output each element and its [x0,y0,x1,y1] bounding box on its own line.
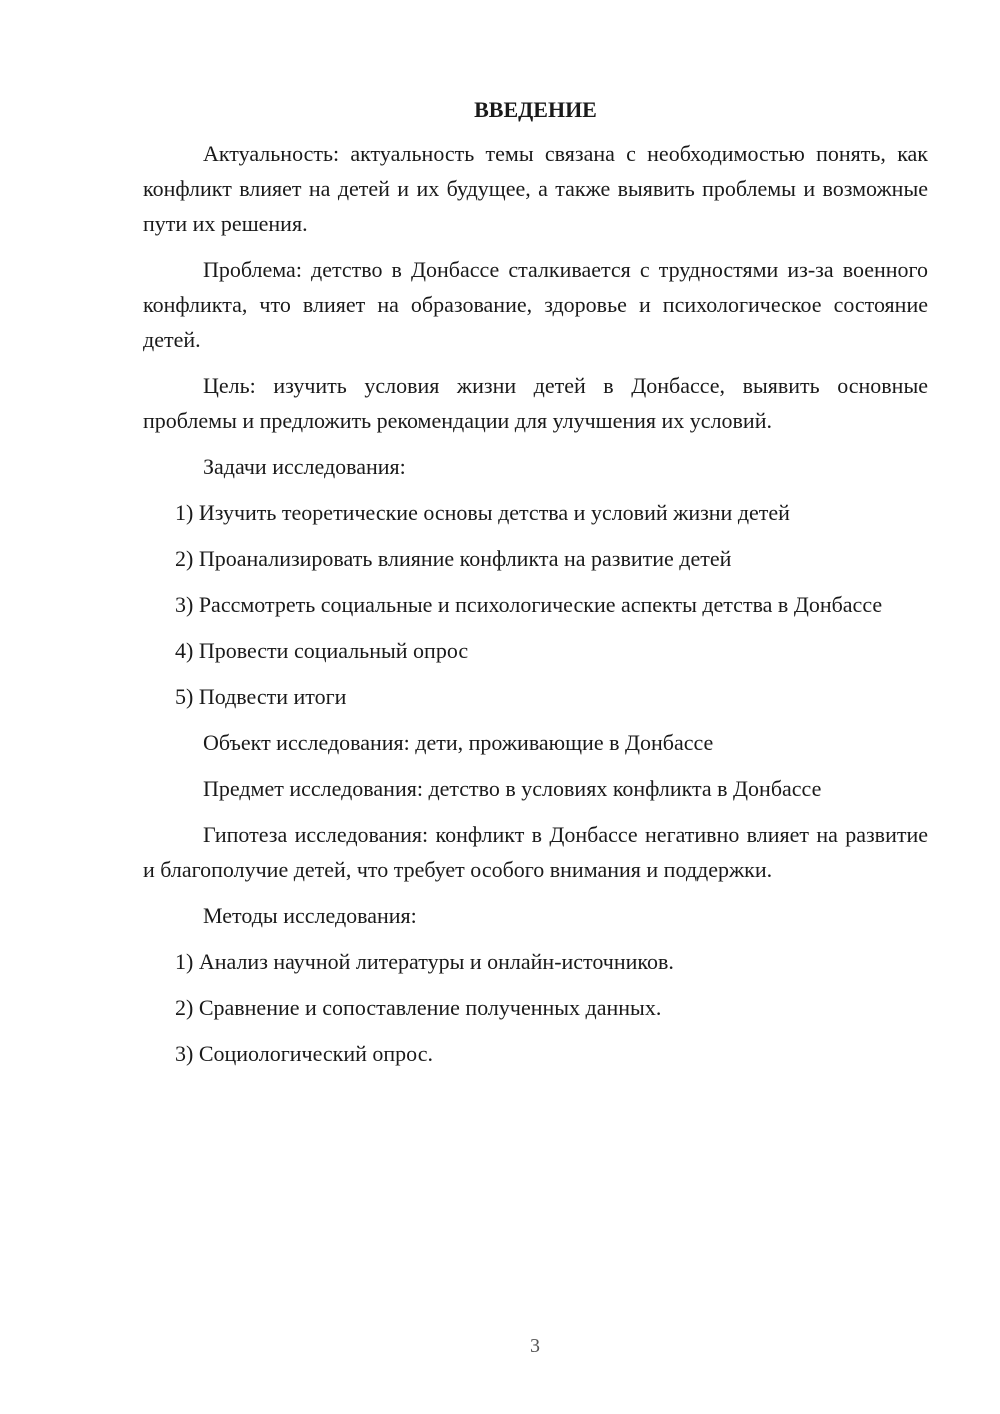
subject-paragraph: Предмет исследования: детство в условиях конфликта в Донбассе [203,776,822,801]
methods-title: Методы исследования: [203,903,417,928]
object-paragraph: Объект исследования: дети, проживающие в Донбассе [203,730,714,755]
page-number: 3 [530,1335,540,1357]
task-item: 5) Подвести итоги [175,684,347,709]
method-item: 1) Анализ научной литературы и онлайн-источников. [175,949,674,974]
hypothesis-paragraph: Гипотеза исследования: конфликт в Донбассе негативно влияет на развитие и благополучие детей, что требует особого внимания и поддержки. [143,822,928,882]
problem-paragraph: Проблема: детство в Донбассе сталкивается с трудностями из-за военного конфликта, что влияет на образование, здоровье и психологическое состояние детей. [143,257,928,352]
section-heading: ВВЕДЕНИЕ [474,97,597,122]
page-content [143,92,928,1082]
tasks-title: Задачи исследования: [203,454,406,479]
relevance-paragraph: Актуальность: актуальность темы связана с необходимостью понять, как конфликт влияет на детей и их будущее, а также выявить проблемы и возможные пути их решения. [143,141,928,236]
task-item: 4) Провести социальный опрос [175,638,469,663]
method-item: 2) Сравнение и сопоставление полученных данных. [175,995,662,1020]
method-item: 3) Социологический опрос. [175,1041,433,1066]
task-item: 3) Рассмотреть социальные и психологические аспекты детства в Донбассе [175,592,883,617]
task-item: 2) Проанализировать влияние конфликта на развитие детей [175,546,732,571]
task-item: 1) Изучить теоретические основы детства и условий жизни детей [175,500,790,525]
goal-paragraph: Цель: изучить условия жизни детей в Донбассе, выявить основные проблемы и предложить рекомендации для улучшения их условий. [143,373,928,433]
